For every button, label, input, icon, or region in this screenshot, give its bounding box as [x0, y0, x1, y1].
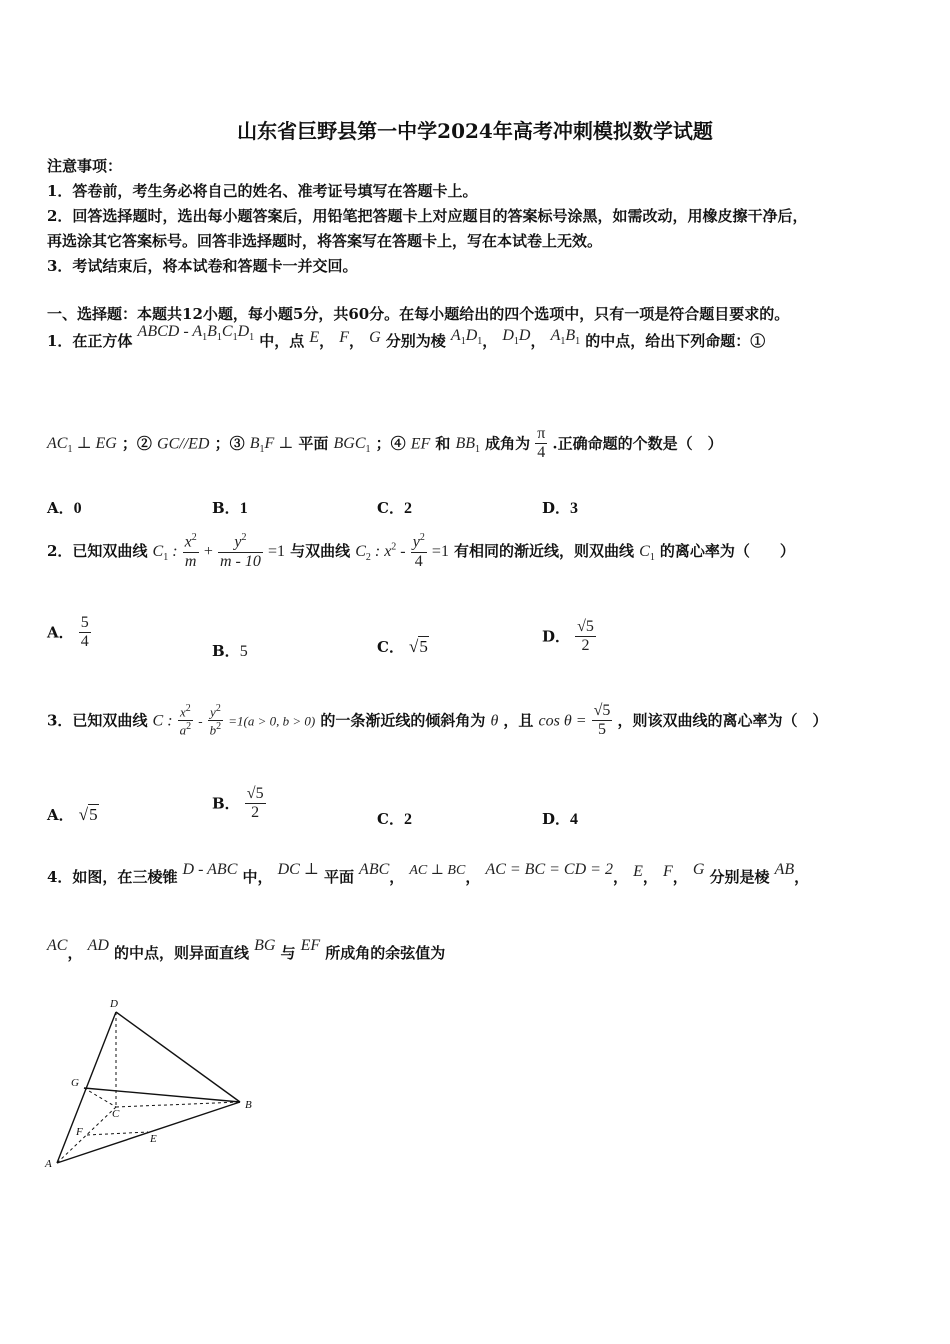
notice-item: 3．考试结束后，将本试卷和答题卡一并交回。: [47, 257, 358, 275]
question-1-option-c[interactable]: C．2: [377, 499, 412, 517]
question-1-option-a[interactable]: A．0: [47, 499, 82, 517]
question-1-line2: $AC_1$ ⊥ EG ；② GC//ED ；③ $B_1F$ ⊥ 平面 $BGC_1$ ；④ EF 和 $BB_1$ 成角为 $\frac{\pi}{4}$ .正确命题的个数是（ ）: [47, 425, 723, 462]
question-1-line1: 1．在正方体 ABCD - $A_1B_1C_1D_1$ 中，点 E， F， G 分别为棱 $A_1D_1$， $D_1D$， $A_1B_1$ 的中点，给出下列命题：①: [47, 323, 766, 350]
question-4-line2: AC， AD 的中点，则异面直线 BG 与 EF 所成角的余弦值为: [47, 937, 446, 962]
label-e: E: [150, 1133, 157, 1145]
question-2-option-d[interactable]: D． $\frac{√5}{2}$: [542, 618, 594, 655]
notice-item: 1．答卷前，考生务必将自己的姓名、准考证号填写在答题卡上。: [47, 182, 478, 200]
edge-cb: [116, 1102, 240, 1107]
question-2-option-a[interactable]: A． $\frac{5}{4}$: [47, 614, 89, 651]
notice-item: 2．回答选择题时，选出每小题答案后，用铅笔把答题卡上对应题目的答案标号涂黑，如需改动，用橡皮擦干净后，: [47, 207, 808, 225]
question-4-line1: 4．如图，在三棱锥 D - ABC 中， DC ⊥ 平面 ABC， AC ⊥ BC， AC = BC = CD = 2， E， F， G 分别是棱 AB，: [47, 861, 810, 886]
section-heading: 一、选择题：本题共12小题，每小题5分，共60分。在每小题给出的四个选项中，只有一项是符合题目要求的。: [47, 305, 790, 323]
question-2-stem: 2．已知双曲线 $C_1$ : $\frac{x^2}{m}$ + $\frac{y^2}{m - 10}$ =1 与双曲线 $C_2$ : $x^2$ - $\frac{y^2}{4}$ =1 有相同的渐近线，则双曲线 $C_1$ 的离心率为（ ）: [47, 532, 795, 570]
edge-db: [116, 1012, 240, 1102]
notice-heading: 注意事项：: [47, 157, 123, 175]
question-1-option-b[interactable]: B．1: [212, 499, 248, 517]
edge-da: [57, 1012, 116, 1163]
notice-item: 再选涂其它答案标号。回答非选择题时，将答案写在答题卡上，写在本试卷上无效。: [47, 232, 603, 250]
edge-ca: [57, 1107, 116, 1163]
question-2-option-c[interactable]: C． √5: [377, 637, 428, 656]
label-a: A: [45, 1158, 52, 1170]
label-c: C: [112, 1108, 120, 1120]
question-3-option-b[interactable]: B． $\frac{√5}{2}$: [212, 785, 264, 822]
page-title: 山东省巨野县第一中学2024年高考冲刺模拟数学试题: [237, 119, 713, 143]
segment-gb: [84, 1088, 240, 1102]
edge-ab: [57, 1102, 240, 1163]
question-3-option-a[interactable]: A． √5: [47, 805, 98, 824]
question-2-option-b[interactable]: B．5: [212, 642, 248, 660]
label-b: B: [245, 1099, 252, 1111]
tetrahedron-figure: [40, 995, 270, 1175]
question-1-option-d[interactable]: D．3: [542, 499, 579, 517]
label-g: G: [71, 1077, 79, 1089]
question-3-option-d[interactable]: D．4: [542, 810, 579, 828]
segment-fe: [87, 1132, 148, 1135]
label-f: F: [76, 1126, 83, 1138]
question-3-option-c[interactable]: C．2: [377, 810, 412, 828]
question-3-stem: 3．已知双曲线 C : $\frac{x^2}{a^2}$ - $\frac{y^2}{b^2}$ =1(a > 0, b > 0) 的一条渐近线的倾斜角为 θ ，且 cos θ = $\frac{√5}{5}$ ，则该双曲线的离心率为（ ）: [47, 702, 828, 739]
label-d: D: [110, 998, 118, 1010]
